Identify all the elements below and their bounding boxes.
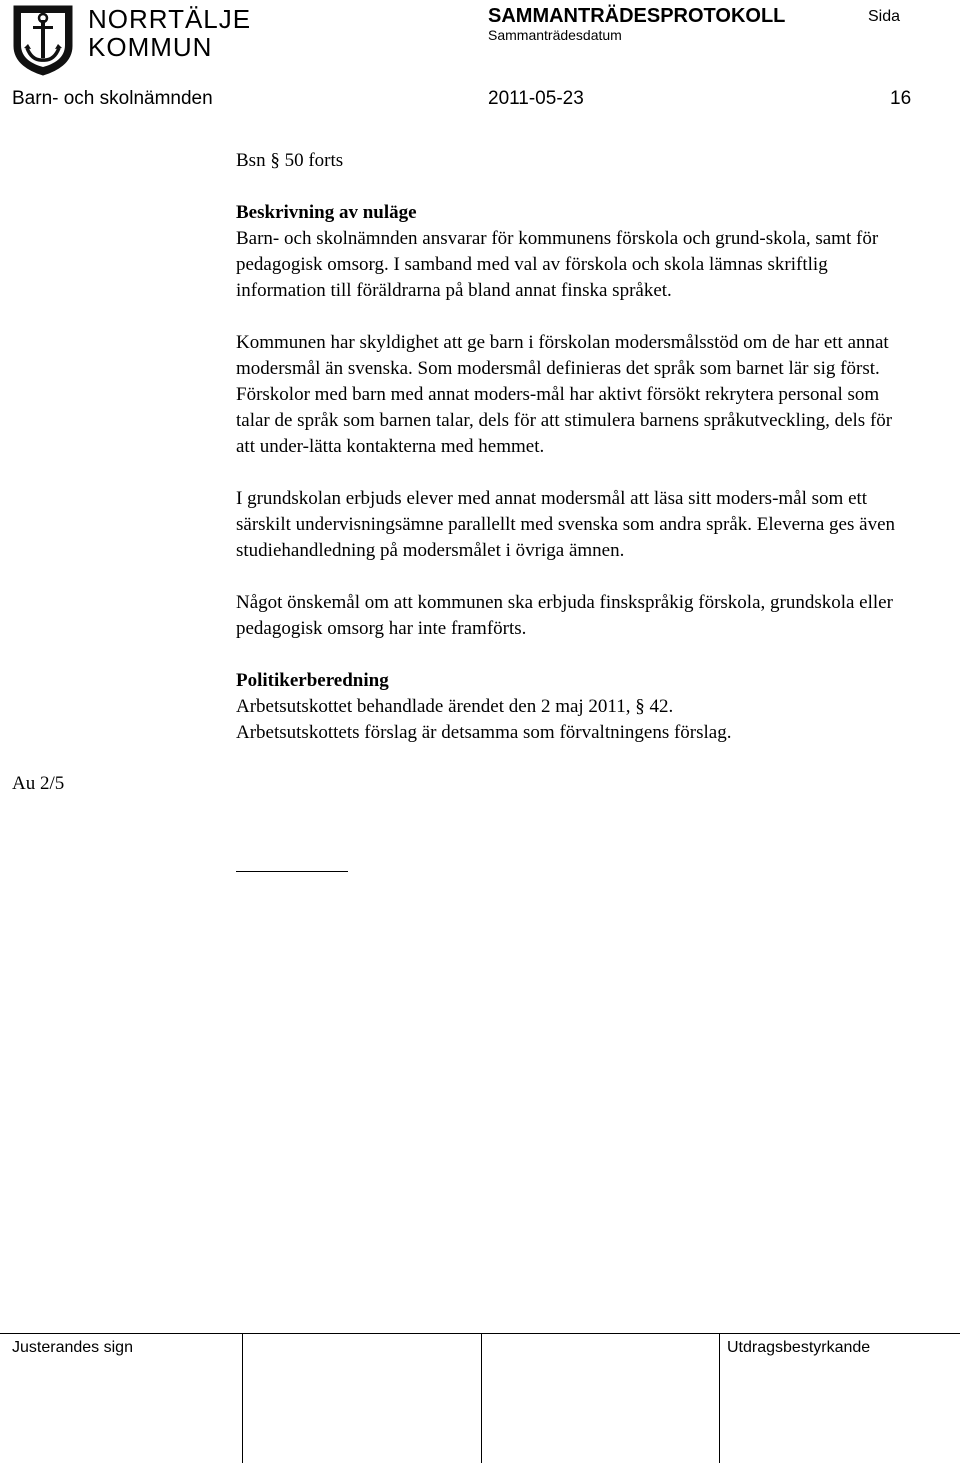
heading-political-preparation: Politikerberedning	[236, 670, 389, 691]
margin-reference: Au 2/5	[12, 773, 65, 794]
page-label: Sida	[868, 8, 901, 25]
paragraph-compulsory-school: I grundskolan erbjuds elever med annat modersmål att läsa sitt moders-mål som ett särskilt undervisningsämne parallellt med svenska som andra språk. Eleverna ges även studiehandledning på modersmålet i övriga ämnen.	[236, 488, 895, 561]
paragraph-committee-line1: Arbetsutskottet behandlade ärendet den 2 maj 2011, § 42.	[236, 696, 674, 717]
justering-signature-label: Justerandes sign	[12, 1339, 133, 1356]
logo-line1: NORRTÄLJE	[88, 4, 252, 34]
signature-box-divider	[719, 1333, 720, 1463]
logo-line2: KOMMUN	[88, 32, 213, 62]
signature-box-divider	[481, 1333, 482, 1463]
heading-current-situation: Beskrivning av nuläge	[236, 202, 417, 223]
protocol-body	[236, 148, 896, 746]
anchor-crest-icon	[12, 4, 74, 76]
extract-certification-label: Utdragsbestyrkande	[727, 1339, 871, 1356]
meeting-date-label: Sammanträdesdatum	[488, 27, 622, 43]
paragraph-no-requests: Något önskemål om att kommunen ska erbjuda finskspråkig förskola, grundskola eller pedagogisk omsorg har inte framförts.	[236, 592, 893, 639]
signature-divider	[0, 1333, 960, 1334]
meeting-date: 2011-05-23	[488, 88, 584, 109]
paragraph-committee-line2: Arbetsutskottets förslag är detsamma som förvaltningens förslag.	[236, 722, 732, 743]
section-reference: Bsn § 50 forts	[236, 150, 344, 171]
page-number: 16	[890, 88, 912, 109]
document-type: SAMMANTRÄDESPROTOKOLL	[488, 5, 786, 27]
paragraph-mother-tongue-support: Kommunen har skyldighet att ge barn i förskolan modersmålsstöd om de har ett annat modersmål än svenska. Som modersmål definieras det språk som barnet lär sig först. Förskolor med barn med annat moders-mål har aktivt försökt rekrytera personal som talar de språk som barnen talar, dels för att stimulera barnens språkutveckling, dels för att under-lätta kontakterna med hemmet.	[236, 332, 893, 457]
end-rule	[236, 871, 348, 872]
committee-name: Barn- och skolnämnden	[12, 88, 213, 109]
paragraph-responsibility: Barn- och skolnämnden ansvarar för kommunens förskola och grund-skola, samt för pedagogisk omsorg. I samband med val av förskola och skola lämnas skriftlig information till föräldrarna på bland annat finska språket.	[236, 228, 879, 301]
signature-box-divider	[242, 1333, 243, 1463]
